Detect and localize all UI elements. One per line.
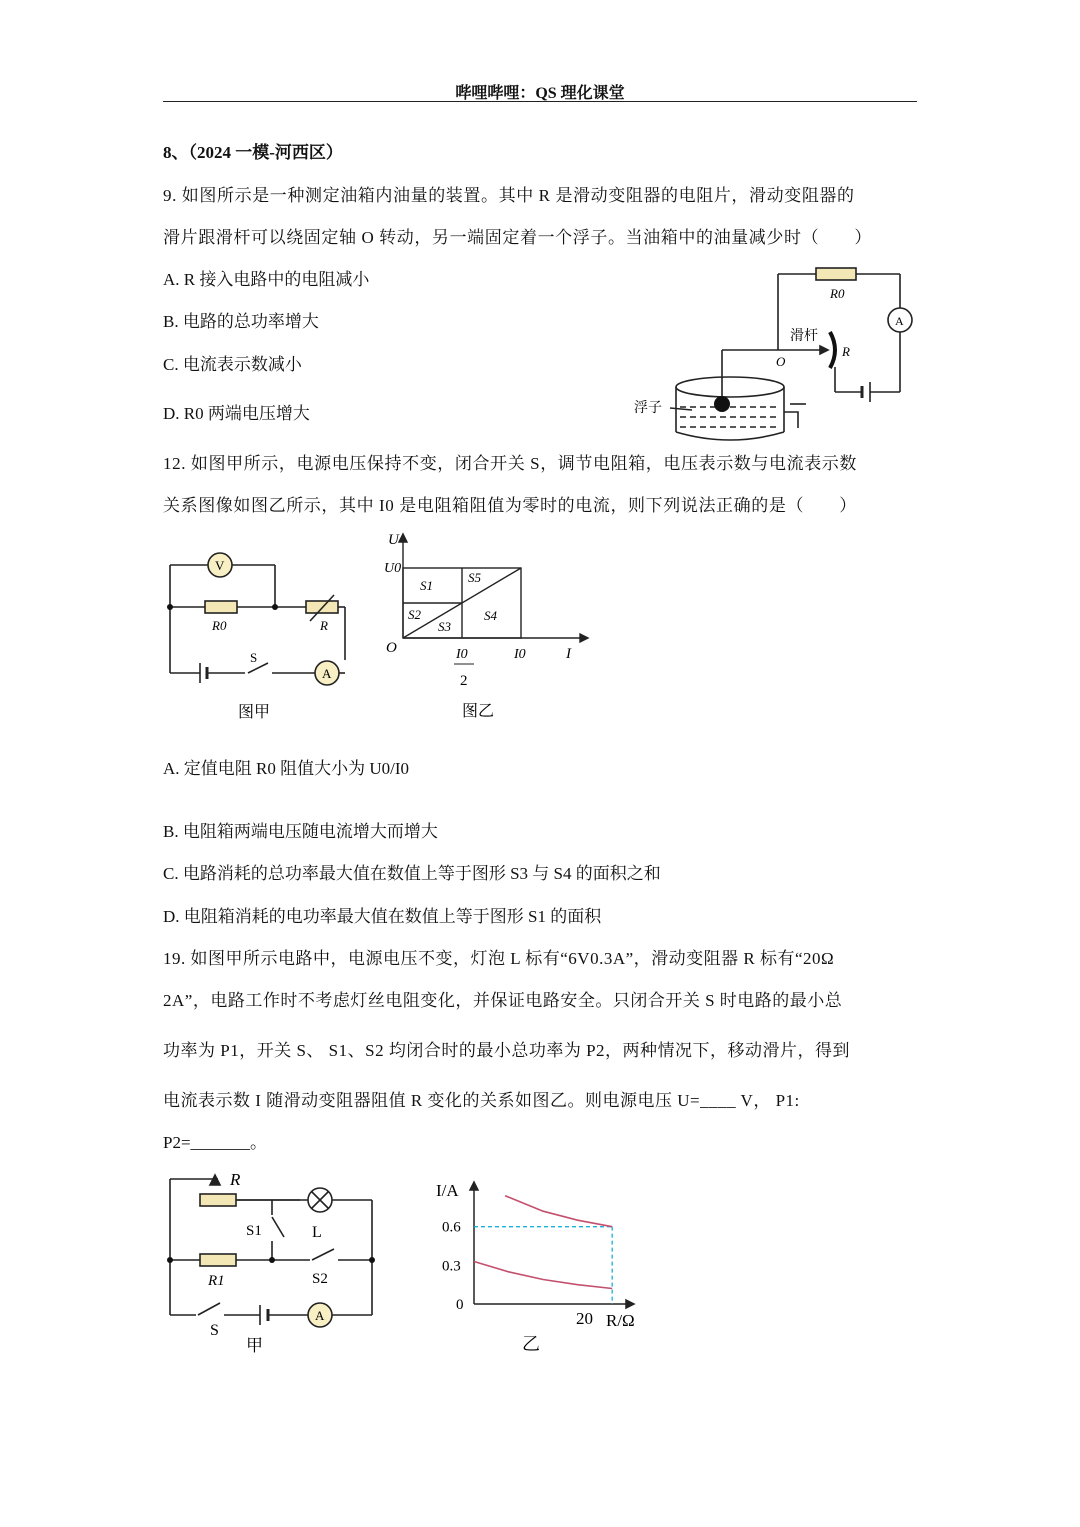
q9-oil-tank-figure [630,262,920,452]
series-upper-line [505,1196,612,1227]
q9-option-b: B. 电路的总功率增大 [163,312,319,331]
q19-line5: P2=_______。 [163,1133,268,1152]
label-i0-half-num: I0 [456,647,468,662]
y-tick-0: 0 [456,1297,464,1313]
label-r: R [842,344,850,359]
r-resistor-arc [830,332,835,368]
label-l: L [312,1224,322,1241]
q9-option-a: A. R 接入电路中的电阻减小 [163,270,370,289]
q12-option-c: C. 电路消耗的总功率最大值在数值上等于图形 S3 与 S4 的面积之和 [163,864,661,883]
label-u: U [388,532,399,548]
caption-jia: 图甲 [238,704,271,721]
label-r0: R0 [212,618,227,633]
caption-jia: 甲 [246,1336,263,1355]
y-axis-label: I/A [436,1181,459,1200]
y-tick-0.3: 0.3 [442,1258,461,1275]
q12-circuit-jia [160,545,360,725]
label-r: R [230,1170,241,1189]
q19-circuit-jia [160,1165,390,1360]
q12-graph-yi [380,530,590,725]
y-axis-arrow [470,1182,478,1190]
label-r0: R0 [830,286,845,301]
q12-option-b: B. 电阻箱两端电压随电流增大而增大 [163,822,438,841]
label-i0: I0 [514,647,526,662]
label-s: S [210,1322,219,1339]
q19-line4: 电流表示数 I 随滑动变阻器阻值 R 变化的关系如图乙。则电源电压 U=____ V， P1: [163,1091,800,1110]
q19-line1: 19. 如图甲所示电路中，电源电压不变，灯泡 L 标有“6V0.3A”，滑动变阻器 R 标有“20Ω [163,949,835,968]
label-o: O [386,640,397,656]
q9-option-c: C. 电流表示数减小 [163,355,302,374]
label-i: I [566,646,571,662]
q9-line1: 9. 如图所示是一种测定油箱内油量的装置。其中 R 是滑动变阻器的电阻片，滑动变阻器的 [163,186,855,205]
r0-resistor [816,268,856,280]
q12-line2: 关系图像如图乙所示，其中 I0 是电阻箱阻值为零时的电流，则下列说法正确的是（ ） [163,496,857,515]
label-s: S [250,650,258,665]
chart-title: 乙 [522,1334,540,1354]
series-lower-line [474,1262,612,1289]
header-divider [163,101,917,102]
chart-series [474,1196,612,1289]
label-r1: R1 [208,1273,225,1289]
q19-line2: 2A”，电路工作时不考虑灯丝电阻变化，并保证电路安全。只闭合开关 S 时电路的最小总 [163,991,843,1010]
label-ammeter: A [895,314,904,328]
label-fuzi: 浮子 [634,401,662,416]
label-u0: U0 [384,561,402,576]
x-axis-arrow [626,1300,634,1308]
x-axis-label: R/Ω [606,1311,635,1330]
q9-option-d: D. R0 两端电压增大 [163,404,310,423]
q19-line3: 功率为 P1，开关 S、 S1、S2 均闭合时的最小总功率为 P2，两种情况下，移动滑片，得到 [163,1041,851,1060]
label-s1: S1 [420,578,433,593]
q12-option-a: A. 定值电阻 R0 阻值大小为 U0/I0 [163,759,410,778]
label-s3: S3 [438,619,451,634]
section-title: 8、（2024 一模-河西区） [163,143,343,162]
page-header: 哔哩哔哩：QS 理化课堂 [455,85,625,102]
float-ball [714,396,730,412]
caption-yi: 图乙 [462,703,495,720]
label-a: A [315,1308,325,1323]
label-huagan: 滑杆 [790,329,818,344]
x-tick-20: 20 [576,1309,593,1328]
label-i0-half-den: 2 [460,673,468,689]
label-s2: S2 [408,607,421,622]
label-s4: S4 [484,608,497,623]
label-s1: S1 [246,1223,262,1239]
label-v: V [215,558,225,573]
label-s5: S5 [468,570,481,585]
y-tick-0.6: 0.6 [442,1219,461,1236]
q9-line2: 滑片跟滑杆可以绕固定轴 O 转动，另一端固定着一个浮子。当油箱中的油量减少时（ ） [163,228,872,247]
q12-line1: 12. 如图甲所示，电源电压保持不变，闭合开关 S，调节电阻箱，电压表示数与电流表示数 [163,454,858,473]
label-r: R [320,618,328,633]
label-a: A [322,666,332,681]
label-o: O [776,354,786,369]
chart-guides [474,1227,612,1304]
q12-option-d: D. 电阻箱消耗的电功率最大值在数值上等于图形 S1 的面积 [163,907,602,926]
label-s2: S2 [312,1271,328,1287]
q19-chart-yi [430,1170,660,1355]
